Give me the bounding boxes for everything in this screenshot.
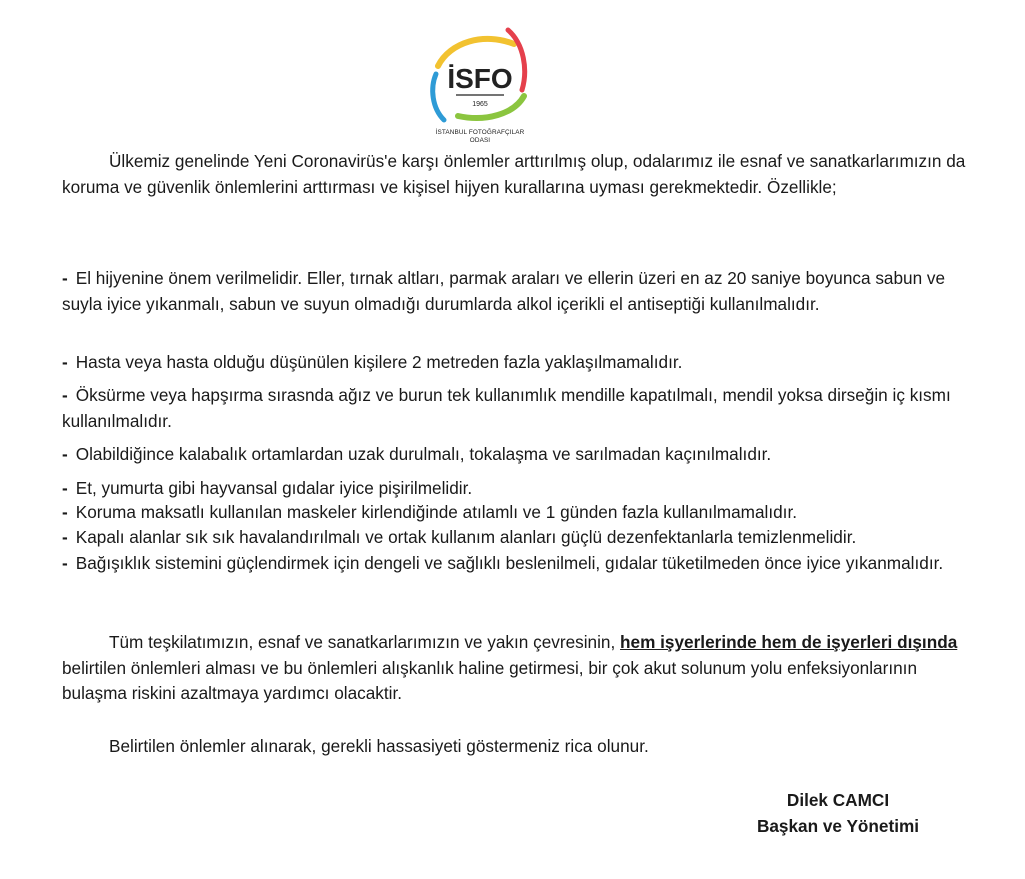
logo-year: 1965 xyxy=(472,101,488,108)
bullet-dash: - xyxy=(62,444,68,464)
closing-text-part2: belirtilen önlemleri alması ve bu önlemleri alışkanlık haline getirmesi, bir çok akut solunum yolu enfeksiyonlarının bulaşma riskini azaltmaya yardımcı olacaktir. xyxy=(62,657,918,703)
bullet-dash: - xyxy=(62,553,68,573)
list-item-text: Hasta veya hasta olduğu düşünülen kişilere 2 metreden fazla yaklaşılmamalıdır. xyxy=(75,352,683,372)
isfo-logo xyxy=(428,26,532,148)
bullet-dash: - xyxy=(62,385,68,405)
list-item xyxy=(62,500,984,526)
list-item-text: Bağışıklık sistemini güçlendirmek için dengeli ve sağlıklı beslenilmeli, gıdalar tüketilmeden önce iyice yıkanmalıdır. xyxy=(75,553,944,573)
signature-block xyxy=(752,787,924,839)
logo-mark xyxy=(428,26,532,130)
list-item xyxy=(62,476,984,502)
logo-org-name xyxy=(428,129,532,144)
list-item-text: Kapalı alanlar sık sık havalandırılmalı ve ortak kullanım alanları güçlü dezenfektanlarla temizlenmelidir. xyxy=(75,527,857,547)
intro-paragraph: Ülkemiz genelinde Yeni Coronavirüs'e karşı önlemler arttırılmış olup, odalarımız ile esnaf ve sanatkarlarımızın da koruma ve güvenlik önlemlerini arttırması ve kişisel hijyen kurallarına uyması gerekmektedir. Özellikle; xyxy=(62,151,966,197)
closing-paragraph xyxy=(62,630,984,707)
list-item xyxy=(62,551,984,577)
logo-arc-yellow xyxy=(438,39,514,66)
list-item xyxy=(62,350,984,376)
bullet-dash: - xyxy=(62,527,68,547)
signature-name: Dilek CAMCI xyxy=(786,790,890,810)
list-item xyxy=(62,383,984,434)
logo-arc-blue xyxy=(433,74,444,120)
request-paragraph: Belirtilen önlemler alınarak, gerekli hassasiyeti göstermeniz rica olunur. xyxy=(109,736,649,756)
list-item-text: Koruma maksatlı kullanılan maskeler kirlendiğinde atılamlı ve 1 günden fazla kullanılmamalıdır. xyxy=(75,502,798,522)
list-item xyxy=(62,266,984,317)
list-item-text: Et, yumurta gibi hayvansal gıdalar iyice pişirilmelidir. xyxy=(75,478,473,498)
logo-wordmark: İSFO xyxy=(447,63,513,94)
list-item-text: El hijyenine önem verilmelidir. Eller, tırnak altları, parmak araları ve ellerin üzeri en az 20 saniye boyunca sabun ve suyla iyice yıkanmalı, sabun ve suyun olmadığı durumlarda alkol içerikli el antiseptiği kullanılmalıdır. xyxy=(62,268,946,314)
bullet-dash: - xyxy=(62,478,68,498)
bullet-dash: - xyxy=(62,502,68,522)
bullet-dash: - xyxy=(62,268,68,288)
closing-text-part1: Tüm teşkilatımızın, esnaf ve sanatkarlarımızın ve yakın çevresinin, xyxy=(109,632,621,652)
list-item xyxy=(62,442,984,468)
logo-org-line1: İSTANBUL FOTOĞRAFÇILAR xyxy=(435,129,525,136)
list-item-text: Öksürme veya hapşırma sırasnda ağız ve burun tek kullanımlık mendille kapatılmalı, mendil yoksa dirseğin iç kısmı kullanılmalıdır. xyxy=(62,385,951,431)
closing-emphasis: hem işyerlerinde hem de işyerleri dışında xyxy=(620,632,958,652)
list-item-text: Olabildiğince kalabalık ortamlardan uzak durulmalı, tokalaşma ve sarılmadan kaçınılmalıdır. xyxy=(75,444,772,464)
list-item xyxy=(62,525,984,551)
bullet-dash: - xyxy=(62,352,68,372)
logo-arc-green xyxy=(458,96,524,118)
signature-title: Başkan ve Yönetimi xyxy=(756,816,920,836)
logo-org-line2: ODASI xyxy=(469,136,491,144)
